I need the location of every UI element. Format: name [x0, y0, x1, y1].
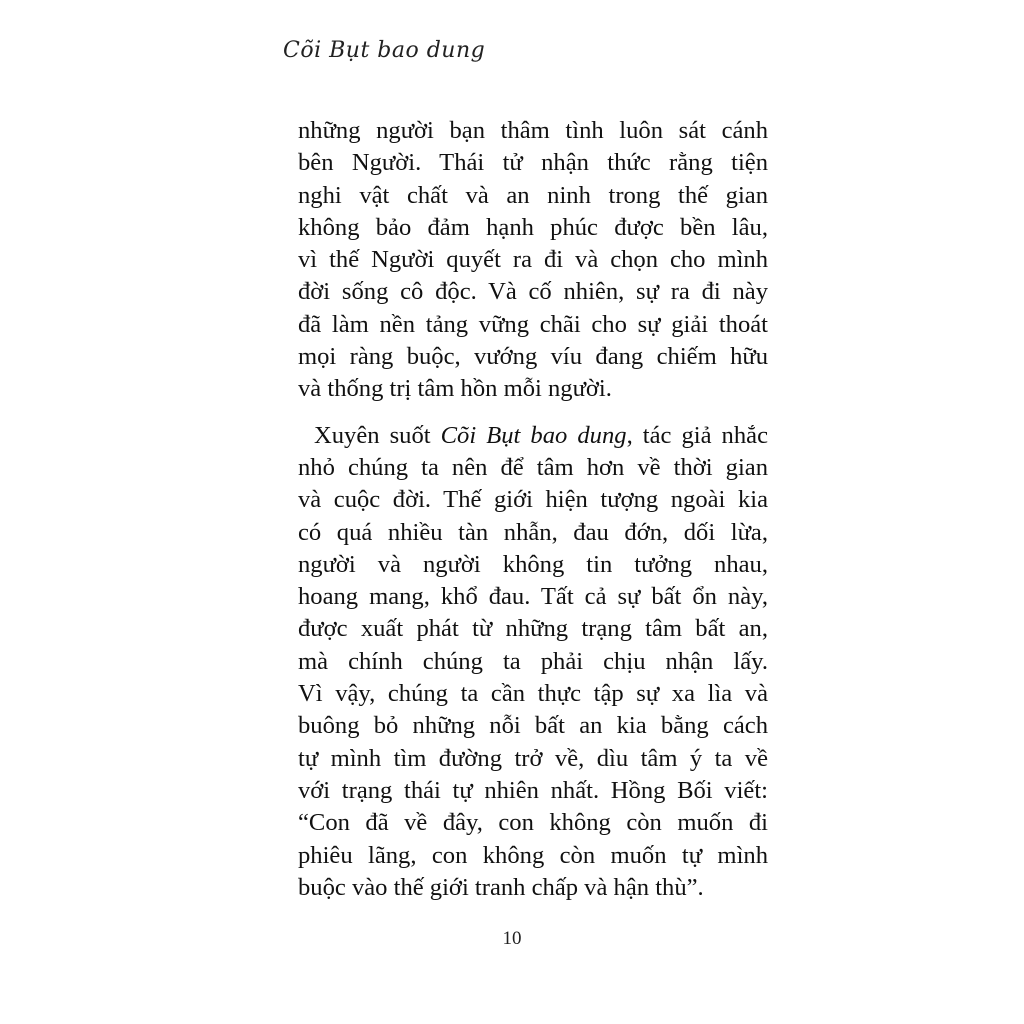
text-line: với trạng thái tự nhiên nhất. Hồng Bối viết:: [298, 776, 768, 804]
text-line: có quá nhiều tàn nhẫn, đau đớn, dối lừa,: [298, 518, 768, 546]
text-line: nhỏ chúng ta nên để tâm hơn về thời gian: [298, 453, 768, 481]
text-line: vì thế Người quyết ra đi và chọn cho mình: [298, 246, 768, 274]
text-line: tự mình tìm đường trở về, dìu tâm ý ta về: [298, 744, 768, 772]
text-line: bên Người. Thái tử nhận thức rằng tiện: [298, 149, 768, 177]
page-number: 10: [502, 928, 522, 949]
text-line: đã làm nền tảng vững chãi cho sự giải thoát: [298, 310, 768, 338]
text-line: buông bỏ những nỗi bất an kia bằng cách: [298, 712, 768, 740]
text-line: và thống trị tâm hồn mỗi người.: [298, 375, 612, 403]
text-line: không bảo đảm hạnh phúc được bền lâu,: [298, 213, 768, 241]
text-line: phiêu lãng, con không còn muốn tự mình: [298, 841, 768, 869]
paragraph-gap: [298, 406, 768, 420]
paragraph-1: [298, 115, 768, 406]
book-title-italic: Cõi Bụt bao dung: [440, 421, 627, 449]
text-line: đời sống cô độc. Và cố nhiên, sự ra đi này: [298, 278, 768, 306]
text-segment: Xuyên suốt: [314, 421, 441, 449]
text-line: buộc vào thế giới tranh chấp và hận thù”.: [298, 873, 704, 901]
text-line: những người bạn thâm tình luôn sát cánh: [298, 117, 768, 144]
text-line: mọi ràng buộc, vướng víu đang chiếm hữu: [298, 343, 768, 371]
text-line: “Con đã về đây, con không còn muốn đi: [298, 809, 768, 837]
text-line: và cuộc đời. Thế giới hiện tượng ngoài kia: [298, 486, 768, 514]
text-line: người và người không tin tưởng nhau,: [298, 550, 768, 578]
text-line: nghi vật chất và an ninh trong thế gian: [298, 181, 768, 209]
text-line: được xuất phát từ những trạng tâm bất an,: [298, 615, 768, 643]
text-line: mà chính chúng ta phải chịu nhận lấy.: [298, 647, 768, 675]
text-line-first: [298, 420, 768, 452]
text-segment: , tác giả nhắc: [626, 421, 768, 449]
text-line: hoang mang, khổ đau. Tất cả sự bất ổn này,: [298, 583, 768, 611]
body-text: [298, 115, 768, 904]
running-header: Cõi Bụt bao dung: [283, 38, 486, 63]
paragraph-2: [298, 420, 768, 904]
text-line: Vì vậy, chúng ta cần thực tập sự xa lìa và: [298, 680, 768, 708]
